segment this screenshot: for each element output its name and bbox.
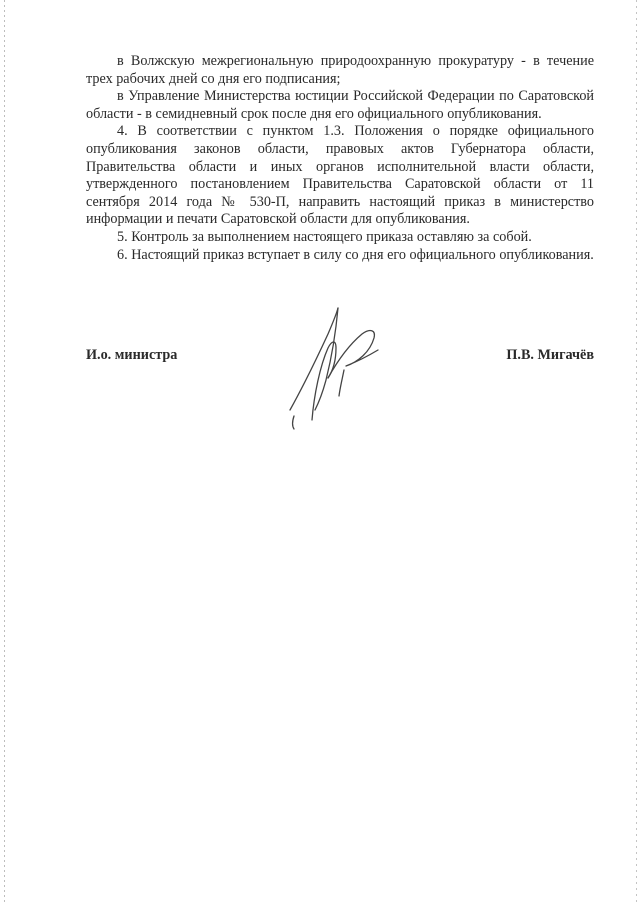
- scan-border-left: [4, 0, 5, 905]
- document-body: [86, 53, 594, 264]
- paragraph-effective: 6. Настоящий приказ вступает в силу со дня его официального опубликования.: [117, 246, 594, 263]
- scan-border-right: [636, 0, 637, 905]
- signature-block: [86, 344, 594, 444]
- handwritten-signature: [282, 300, 392, 430]
- paragraph-publication: 4. В соответствии с пунктом 1.3. Положения о порядке официального опубликования законов области, правовых актов Губернатора области, Правительства области и иных органов исполнительной власти области, утвержденного постановлением Правительства Саратовской области от 11 сентября 2014 года № 530-П, направить настоящий приказ в министерство информации и печати Саратовской области для опубликования.: [86, 123, 594, 228]
- signatory-title: И.о. министра: [86, 347, 178, 363]
- paragraph-justice-ministry: в Управление Министерства юстиции Российской Федерации по Саратовской области - в семидневный срок после дня его официального опубликования.: [86, 88, 594, 122]
- signatory-name: П.В. Мигачёв: [506, 347, 594, 363]
- paragraph-prosecutor: в Волжскую межрегиональную природоохранную прокуратуру - в течение трех рабочих дней со дня его подписания;: [86, 53, 594, 87]
- paragraph-control: 5. Контроль за выполнением настоящего приказа оставляю за собой.: [117, 228, 532, 245]
